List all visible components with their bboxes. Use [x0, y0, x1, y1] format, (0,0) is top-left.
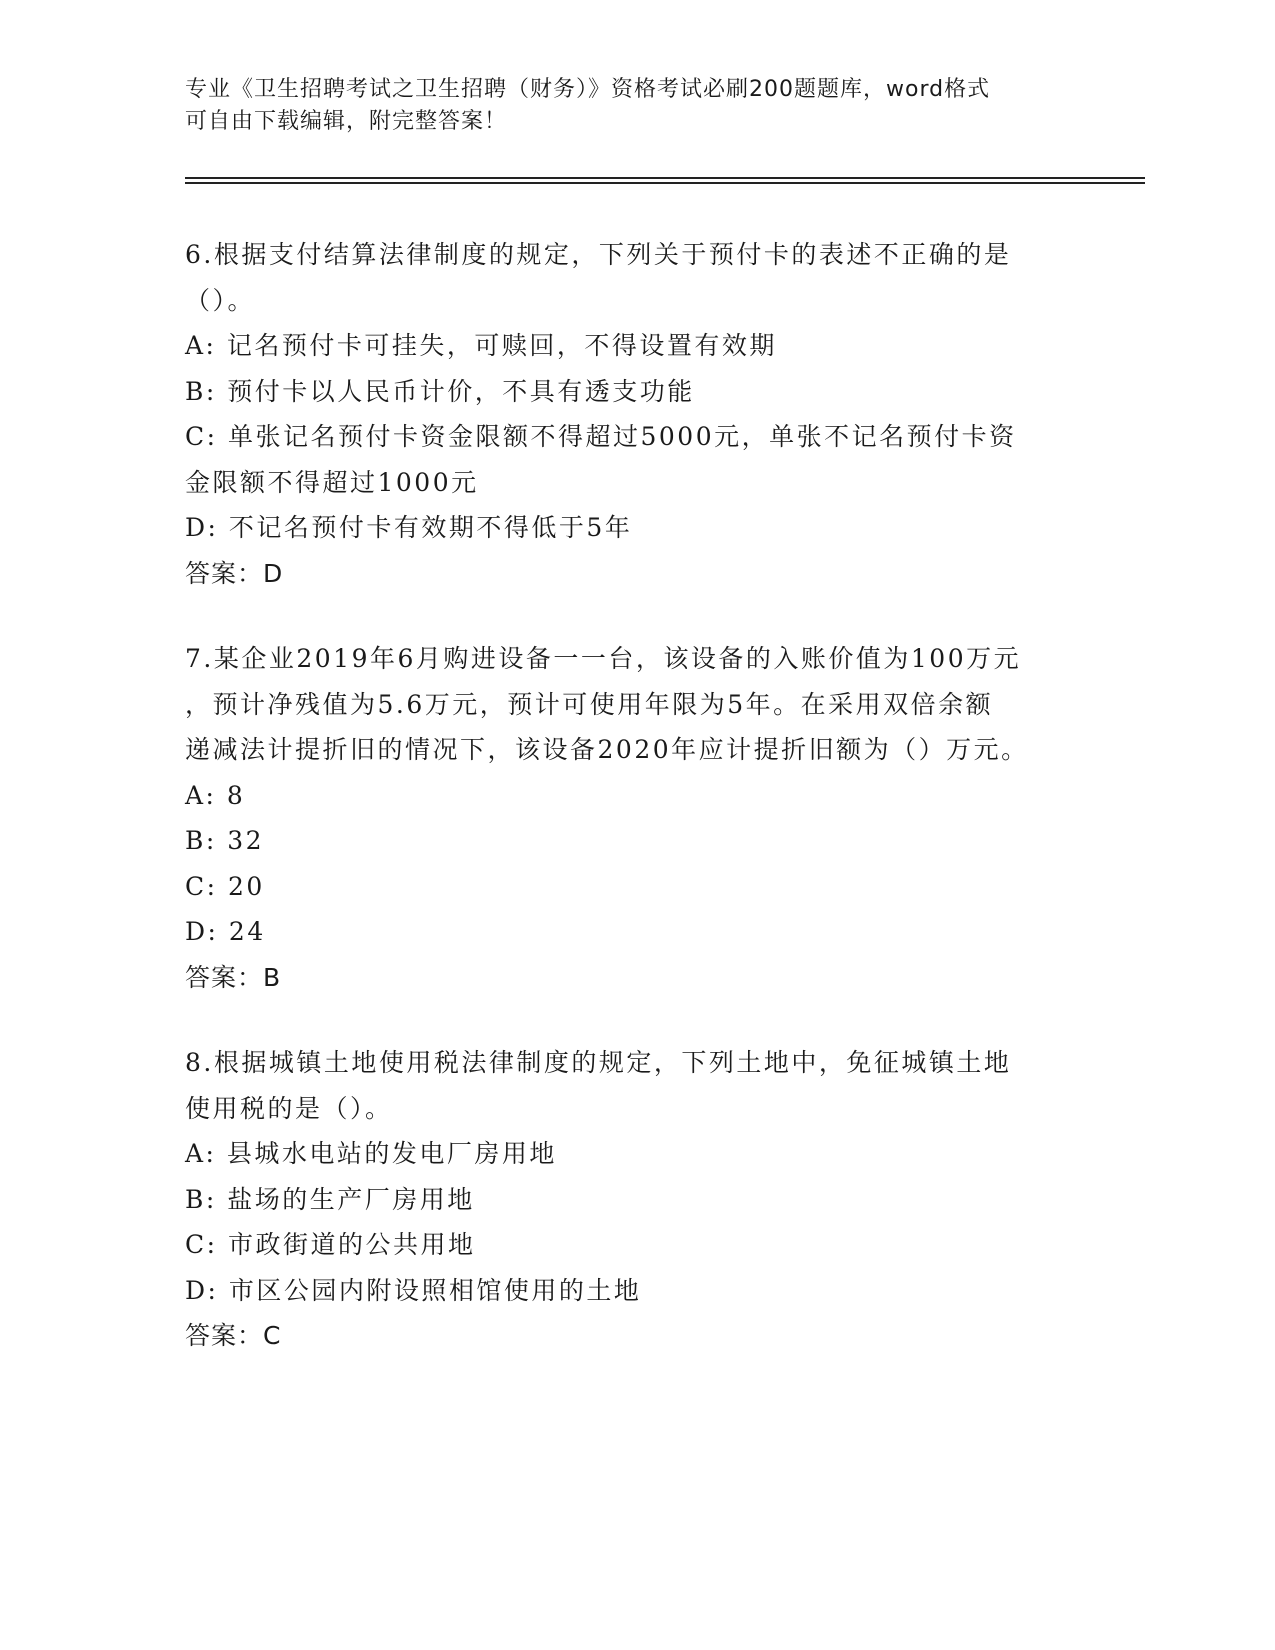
option-d: D: 不记名预付卡有效期不得低于5年 [185, 513, 633, 542]
option-a: A: 记名预付卡可挂失，可赎回，不得设置有效期 [185, 331, 777, 360]
question-6 [185, 232, 1065, 596]
question-stem-line: 使用税的是（）。 [185, 1093, 393, 1123]
question-stem-line: 7.某企业2019年6月购进设备一一台，该设备的入账价值为100万元 [185, 644, 1022, 673]
option-b: B: 盐场的生产厂房用地 [185, 1184, 475, 1214]
header-divider-top [185, 177, 1145, 179]
header-divider-bottom [185, 182, 1145, 184]
option-c: C: 单张记名预付卡资金限额不得超过5000元，单张不记名预付卡资 [185, 422, 1017, 451]
question-8 [185, 1040, 1065, 1359]
option-b: B: 预付卡以人民币计价，不具有透支功能 [185, 376, 695, 406]
question-stem-line: 6.根据支付结算法律制度的规定，下列关于预付卡的表述不正确的是 [185, 240, 1012, 269]
answer-label: 答案：B [185, 962, 282, 992]
question-stem-line: （）。 [185, 285, 256, 315]
answer-label: 答案：C [185, 1321, 282, 1350]
question-stem-line: ，预计净残值为5.6万元，预计可使用年限为5年。在采用双倍余额 [185, 689, 994, 719]
question-7 [185, 636, 1065, 1000]
document-header [185, 74, 1065, 138]
option-c-continued: 金限额不得超过1000元 [185, 467, 479, 497]
option-d: D: 24 [185, 917, 266, 946]
question-stem-line: 递减法计提折旧的情况下，该设备2020年应计提折旧额为（）万元。 [185, 735, 1029, 764]
header-line-2: 可自由下载编辑，附完整答案！ [185, 109, 508, 134]
option-c: C: 市政街道的公共用地 [185, 1230, 476, 1259]
question-stem-line: 8.根据城镇土地使用税法律制度的规定，下列土地中，免征城镇土地 [185, 1048, 1012, 1077]
option-d: D: 市区公园内附设照相馆使用的土地 [185, 1275, 642, 1305]
option-a: A: 县城水电站的发电厂房用地 [185, 1139, 557, 1168]
option-a: A: 8 [185, 780, 246, 810]
answer-label: 答案：D [185, 558, 284, 588]
question-list [185, 232, 1065, 1399]
option-c: C: 20 [185, 871, 265, 901]
option-b: B: 32 [185, 826, 265, 855]
header-line-1: 专业《卫生招聘考试之卫生招聘（财务）》资格考试必刷200题题库，word格式 [185, 77, 991, 102]
